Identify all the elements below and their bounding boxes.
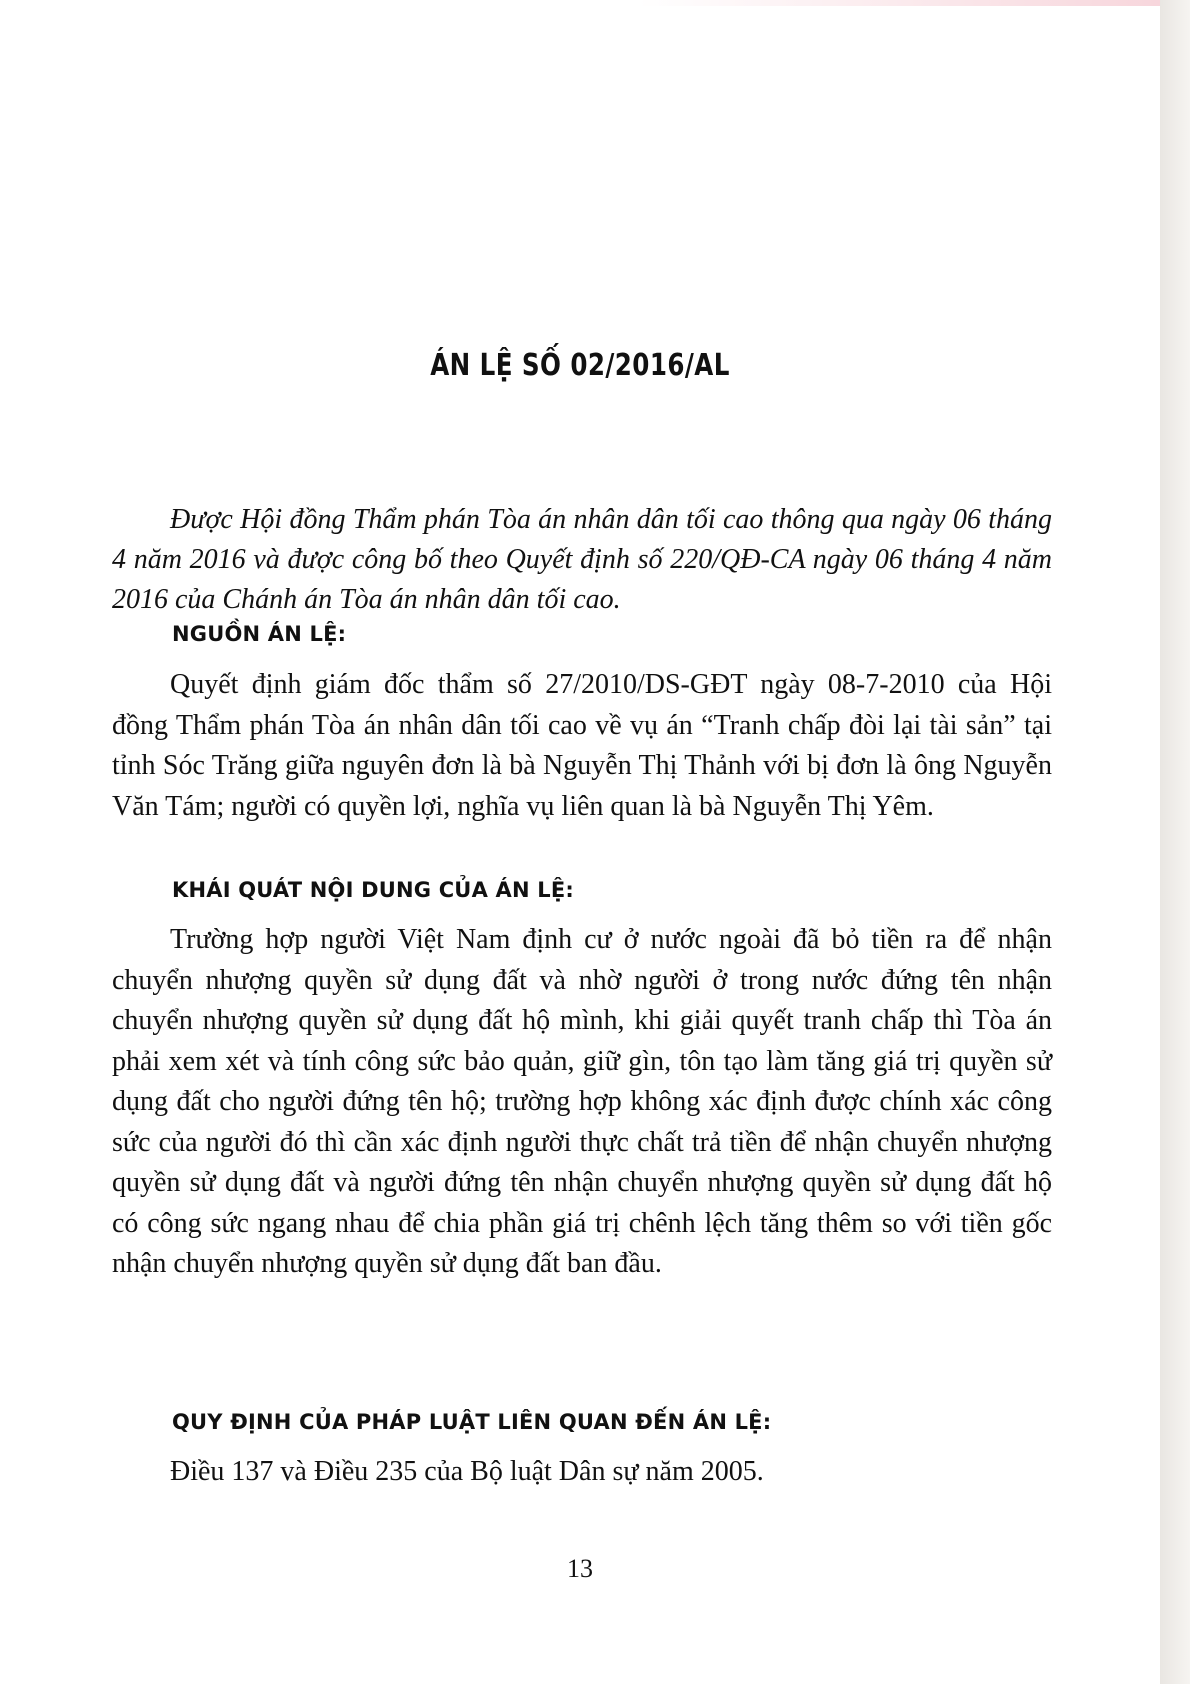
page-top-edge <box>0 0 1160 6</box>
scan-right-margin <box>1160 0 1190 1684</box>
section-body-summary: Trường hợp người Việt Nam định cư ở nước ngoài đã bỏ tiền ra để nhận chuyển nhượng quyền sử dụng đất và nhờ người ở trong nước đứng tên nhận chuyển nhượng quyền sử dụng đất hộ mình, khi giải quyết tranh chấp thì Tòa án phải xem xét và tính công sức bảo quản, giữ gìn, tôn tạo làm tăng giá trị quyền sử dụng đất cho người đứng tên hộ; trường hợp không xác định được chính xác công sức của người đó thì cần xác định người thực chất trả tiền để nhận chuyển nhượng quyền sử dụng đất và người đứng tên nhận chuyển nhượng quyền sử dụng đất hộ có công sức ngang nhau để chia phần giá trị chênh lệch tăng thêm so với tiền gốc nhận chuyển nhượng quyền sử dụng đất ban đầu. <box>112 924 1052 1279</box>
section-heading-summary: KHÁI QUÁT NỘI DUNG CỦA ÁN LỆ: <box>172 878 574 902</box>
page-number: 13 <box>567 1554 593 1583</box>
section-body-legal-provisions: Điều 137 và Điều 235 của Bộ luật Dân sự năm 2005. <box>170 1456 764 1487</box>
document-title: ÁN LỆ SỐ 02/2016/AL <box>430 348 730 383</box>
section-heading-legal-provisions: QUY ĐỊNH CỦA PHÁP LUẬT LIÊN QUAN ĐẾN ÁN LỆ: <box>172 1410 772 1434</box>
section-heading-source: NGUỒN ÁN LỆ: <box>172 622 347 646</box>
intro-paragraph: Được Hội đồng Thẩm phán Tòa án nhân dân tối cao thông qua ngày 06 tháng 4 năm 2016 và được công bố theo Quyết định số 220/QĐ-CA ngày 06 tháng 4 năm 2016 của Chánh án Tòa án nhân dân tối cao. <box>112 504 1052 615</box>
section-body-source: Quyết định giám đốc thẩm số 27/2010/DS-GĐT ngày 08-7-2010 của Hội đồng Thẩm phán Tòa án nhân dân tối cao về vụ án “Tranh chấp đòi lại tài sản” tại tỉnh Sóc Trăng giữa nguyên đơn là bà Nguyễn Thị Thảnh với bị đơn là ông Nguyễn Văn Tám; người có quyền lợi, nghĩa vụ liên quan là bà Nguyễn Thị Yêm. <box>112 669 1052 822</box>
